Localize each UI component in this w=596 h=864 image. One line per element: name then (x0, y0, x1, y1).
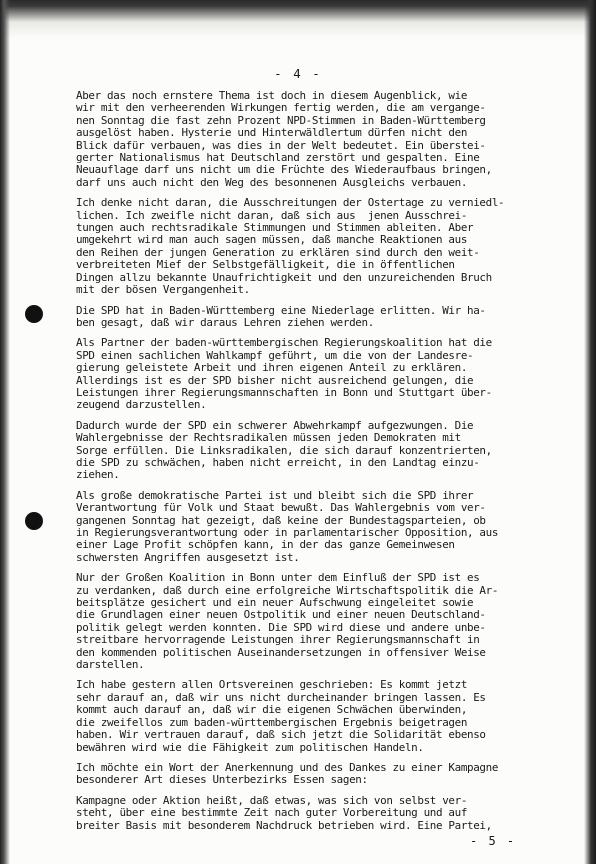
text-line: Ich denke nicht daran, die Ausschreitungen der Ostertage zu verniedl- (76, 197, 505, 210)
paragraph (76, 490, 558, 564)
text-line: breiter Basis mit besonderem Nachdruck betrieben wird. Eine Partei, (76, 819, 492, 832)
text-line: Allerdings ist es der SPD bisher nicht ausreichend gelungen, die (76, 374, 474, 387)
text-line: Dadurch wurde der SPD ein schwerer Abwehrkampf aufgezwungen. Die (76, 419, 474, 432)
paragraph (76, 337, 558, 411)
paragraph (76, 572, 558, 671)
text-line: umgekehrt wird man auch sagen müssen, daß manche Reaktionen aus (76, 234, 468, 247)
text-line: Blick dafür verbauen, was dies in der Welt bedeutet. Ein überstei- (76, 139, 486, 152)
text-line: Kampagne oder Aktion heißt, daß etwas, was sich von selbst ver- (76, 794, 468, 807)
text-line: Aber das noch ernstere Thema ist doch in diesem Augenblick, wie (76, 90, 468, 102)
scan-shadow-right (584, 0, 596, 864)
text-line: in Regierungsverantwortung oder in parlamentarischer Opposition, aus (76, 527, 499, 539)
text-line: die SPD zu schwächen, haben nicht erreicht, in den Landtag einzu- (76, 456, 480, 469)
text-line: wir mit den verheerenden Wirkungen fertig werden, die am vergange- (76, 102, 486, 115)
text-line: Neuauflage darf uns nicht um die Früchte des Wiederaufbaus bringen, (76, 164, 492, 177)
text-line: die zweifellos zum baden-württembergischen Ergebnis beigetragen (76, 716, 468, 729)
text-line: Sorge erfüllen. Die Linksradikalen, die sich darauf konzentrierten, (76, 444, 492, 457)
text-line: nen Sonntag die fast zehn Prozent NPD-Stimmen in Baden-Württemberg (76, 114, 486, 127)
scan-shadow-left (0, 0, 10, 864)
text-line: den kommenden politischen Auseinandersetzungen in offensiver Weise (76, 646, 486, 659)
text-line: tungen auch rechtsradikale Stimmungen und Stimmen ableiten. Aber (76, 222, 474, 235)
text-line: ziehen. (76, 469, 120, 482)
text-line: schwersten Angriffen ausgesetzt ist. (76, 551, 300, 564)
paragraph (76, 90, 558, 189)
text-line: darf uns auch nicht den Weg des besonnenen Ausgleichs verbauen. (76, 176, 468, 189)
text-line: politik gelegt werden konnten. Die SPD wird diese und andere unbe- (76, 621, 486, 634)
text-line: gerter Nationalismus hat Deutschland zerstört und gespalten. Eine (76, 152, 480, 165)
text-line: besonderer Art dieses Unterbezirks Essen sagen: (76, 774, 368, 787)
text-line: Ich möchte ein Wort der Anerkennung und des Dankes zu einer Kampagne (76, 761, 499, 774)
text-line: bewähren wird wie die Fähigkeit zum politischen Handeln. (76, 741, 424, 754)
page-number-next: - 5 - (470, 834, 517, 848)
text-line: steht, über eine bestimmte Zeit nach guter Vorbereitung und auf (76, 807, 468, 820)
punch-hole-upper (25, 305, 43, 323)
text-line: kommt auch darauf an, daß wir die eigenen Schwächen überwinden, (76, 704, 468, 717)
paragraph (76, 795, 558, 832)
text-line: gierung geleistete Arbeit und ihren eigenen Anteil zu erklären. (76, 362, 468, 375)
text-line: Ich habe gestern allen Ortsvereinen geschrieben: Es kommt jetzt (76, 679, 468, 692)
text-line: sehr darauf an, daß wir uns nicht durcheinander bringen lassen. Es (76, 691, 486, 704)
text-line: Dingen allzu bekannte Unaufrichtigkeit und den unzureichenden Bruch (76, 271, 492, 284)
paragraph (76, 679, 558, 753)
paragraph (76, 420, 558, 482)
paragraph (76, 762, 558, 787)
text-line: Nur der Großen Koalition in Bonn unter dem Einfluß der SPD ist es (76, 572, 480, 585)
text-line: ausgelöst haben. Hysterie und Hinterwäldlertum dürfen nicht den (76, 127, 468, 140)
text-line: ben gesagt, daß wir daraus Lehren ziehen werden. (76, 316, 374, 329)
text-line: Als große demokratische Partei ist und bleibt sich die SPD ihrer (76, 489, 474, 502)
text-line: Die SPD hat in Baden-Württemberg eine Niederlage erlitten. Wir ha- (76, 304, 486, 317)
paragraph (76, 305, 558, 330)
text-line: streitbare hervorragende Leistungen ihrer Regierungsmannschaft in (76, 634, 480, 647)
text-line: Wahlergebnisse der Rechtsradikalen müssen jeden Demokraten mit (76, 432, 461, 445)
text-line: Als Partner der baden-württembergischen Regierungskoalition hat die (76, 337, 492, 350)
scan-shadow-top (0, 0, 596, 38)
text-line: beitsplätze gesichert und ein neuer Aufschwung eingeleitet sowie (76, 597, 474, 610)
text-line: Leistungen ihrer Regierungsmannschaften in Bonn und Stuttgart über- (76, 386, 492, 399)
document-body (76, 90, 558, 840)
page-number-top: - 4 - (274, 66, 322, 81)
text-line: gangenen Sonntag hat gezeigt, daß keine der Bundestagsparteien, ob (76, 514, 486, 527)
text-line: zeugend darzustellen. (76, 399, 207, 412)
text-line: die Grundlagen einer neuen Ostpolitik und einer neuen Deutschland- (76, 609, 486, 622)
text-line: den Reihen der jungen Generation zu erklären sind durch den weit- (76, 246, 480, 259)
text-line: Verantwortung für Volk und Staat bewußt. Das Wahlergebnis vom ver- (76, 502, 486, 515)
paragraph (76, 197, 558, 296)
text-line: lichen. Ich zweifle nicht daran, daß sich aus jenen Ausschrei- (76, 209, 468, 222)
text-line: SPD einen sachlichen Wahlkampf geführt, um die von der Landesre- (76, 349, 474, 362)
text-line: haben. Wir vertrauen darauf, daß sich jetzt die Solidarität ebenso (76, 729, 486, 742)
text-line: einer Lage Profit schöpfen kann, in der das ganze Gemeinwesen (76, 539, 455, 552)
punch-hole-lower (25, 512, 43, 530)
text-line: verbreiteten Mief der Selbstgefälligkeit, die in öffentlichen (76, 259, 455, 272)
text-line: darstellen. (76, 659, 145, 672)
text-line: zu verdanken, daß durch eine erfolgreiche Wirtschaftspolitik die Ar- (76, 584, 499, 597)
text-line: mit der bösen Vergangenheit. (76, 284, 250, 297)
